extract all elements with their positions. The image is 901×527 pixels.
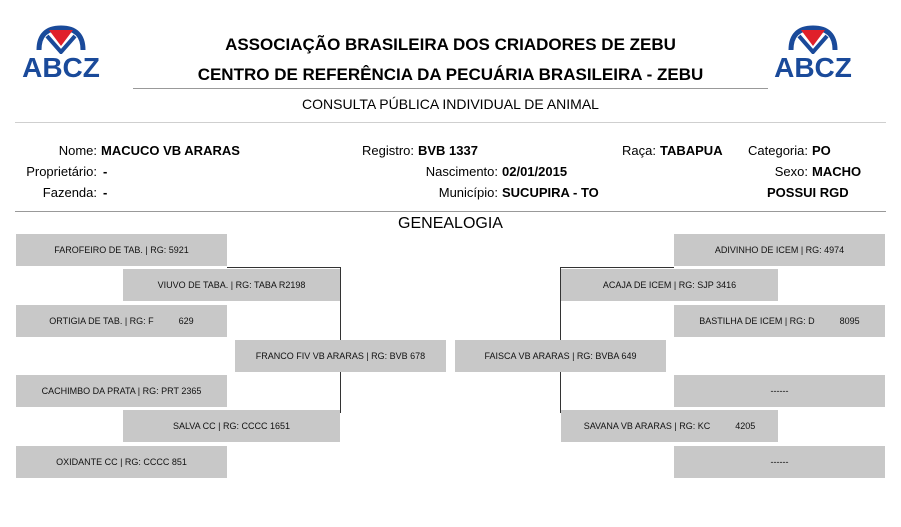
pedigree-box[interactable]: CACHIMBO DA PRATA | RG: PRT 2365 [16, 375, 227, 407]
pedigree-box[interactable]: ORTIGIA DE TAB. | RG: F 629 [16, 305, 227, 337]
logo-text: ABCZ [774, 52, 852, 83]
pedigree-box-dam[interactable]: FAISCA VB ARARAS | RG: BVBA 649 [455, 340, 666, 372]
registro-label: Registro: [361, 143, 414, 158]
nome-value: MACUCO VB ARARAS [101, 143, 240, 158]
pedigree-box[interactable]: SAVANA VB ARARAS | RG: KC 4205 [561, 410, 778, 442]
divider [15, 211, 886, 212]
proprietario-value: - [103, 164, 108, 179]
raca-value: TABAPUA [660, 143, 723, 158]
divider [15, 122, 886, 123]
pedigree-box[interactable]: VIUVO DE TABA. | RG: TABA R2198 [123, 269, 340, 301]
connector-line [560, 267, 674, 268]
pedigree-box[interactable]: SALVA CC | RG: CCCC 1651 [123, 410, 340, 442]
title-line1: ASSOCIAÇÃO BRASILEIRA DOS CRIADORES DE ZEBU [225, 35, 676, 54]
registro-value: BVB 1337 [418, 143, 478, 158]
pedigree-box-sire[interactable]: FRANCO FIV VB ARARAS | RG: BVB 678 [235, 340, 446, 372]
municipio-value: SUCUPIRA - TO [502, 185, 599, 200]
pedigree-box[interactable]: BASTILHA DE ICEM | RG: D 8095 [674, 305, 885, 337]
sexo-value: MACHO [812, 164, 862, 179]
municipio-label: Município: [438, 185, 498, 200]
pedigree-box[interactable]: OXIDANTE CC | RG: CCCC 851 [16, 446, 227, 478]
categoria-value: PO [812, 143, 831, 158]
pedigree-box[interactable]: ------ [674, 446, 885, 478]
fazenda-label: Fazenda: [42, 185, 97, 200]
categoria-label: Categoria: [748, 143, 808, 158]
sexo-label: Sexo: [774, 164, 808, 179]
nome-label: Nome: [58, 143, 97, 158]
pedigree-box[interactable]: ------ [674, 375, 885, 407]
pedigree-box[interactable]: ADIVINHO DE ICEM | RG: 4974 [674, 234, 885, 266]
nascimento-label: Nascimento: [425, 164, 498, 179]
logo-text: ABCZ [22, 52, 100, 83]
page-subtitle: CONSULTA PÚBLICA INDIVIDUAL DE ANIMAL [302, 96, 599, 112]
proprietario-label: Proprietário: [26, 164, 97, 179]
pedigree-box[interactable]: FAROFEIRO DE TAB. | RG: 5921 [16, 234, 227, 266]
connector-line [227, 267, 341, 268]
pedigree-box[interactable]: ACAJA DE ICEM | RG: SJP 3416 [561, 269, 778, 301]
raca-label: Raça: [622, 143, 656, 158]
nascimento-value: 02/01/2015 [502, 164, 568, 179]
divider [133, 88, 768, 89]
title-line2: CENTRO DE REFERÊNCIA DA PECUÁRIA BRASILEIRA - ZEBU [197, 65, 704, 84]
genealogia-title: GENEALOGIA [398, 215, 503, 232]
rgd-status: POSSUI RGD [767, 185, 849, 200]
fazenda-value: - [103, 185, 108, 200]
